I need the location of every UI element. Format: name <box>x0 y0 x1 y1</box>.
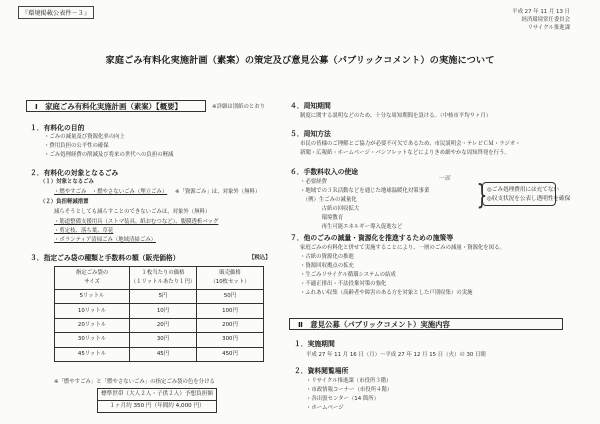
target-garbage-types: ・燃やすごみ ・燃やさないごみ（埋立ごみ） <box>54 189 168 195</box>
target-heading: ２．有料化の対象となるごみ <box>30 169 119 177</box>
purpose-heading: １．有料化の目的 <box>30 124 85 132</box>
notice-period-heading: ４．周知期間 <box>290 102 331 110</box>
revenue-use-line: 環境教育 <box>300 215 344 221</box>
notice-period-line: 制度に関する説明などのため、十分な周知期間を設ける。（中核市平均９ヶ月） <box>300 113 492 119</box>
revenue-use-heading: ６．手数料収入の使途 <box>290 168 358 176</box>
header-size: 指定ごみ袋の サイズ <box>55 267 130 290</box>
target-exclusion-note: ※「資源ごみ」は、対象外（無料） <box>174 189 261 195</box>
section1-heading: Ⅰ 家庭ごみ有料化実施計画（素案）【概要】 <box>26 100 206 112</box>
target-sub1: （１）対象となるごみ <box>40 179 94 185</box>
callout-line: ◎ごみ処理費用には充てない <box>487 187 560 193</box>
table-row: 10リットル 10円 100円 <box>55 304 264 318</box>
relief-item: ・ボランティア清掃ごみ（地域清掃ごみ） <box>54 237 156 243</box>
section1-note: ※詳細は別紙のとおり <box>212 104 266 110</box>
measures-line: ・不適正排出・不法投棄対策の強化 <box>300 281 387 287</box>
revenue-use-line: 再生可能エネルギー導入促進など <box>300 224 403 230</box>
revenue-use-line: ・地域での３Ｒ活動などを通じた地球温暖化対策事業 <box>300 188 430 194</box>
revenue-callout <box>482 182 571 206</box>
bag-price-heading: ３．指定ごみ袋の種類と手数料の額（販売価格） <box>30 254 180 262</box>
header-unit-price: １枚当たりの価格 （１リットルあたり１円） <box>130 267 197 290</box>
purpose-line: ・ごみ処理経費の削減及び将来の世代への負担の軽減 <box>44 152 174 158</box>
notice-method-line: 市民の皆様のご理解とご協力が必要不可欠であるため、市民説明会・テレビＣＭ・ラジオ・ <box>300 141 521 147</box>
page-title: 家庭ごみ有料化実施計画（素案）の策定及び意見公募（パブリックコメント）の実施について <box>105 55 495 66</box>
measures-intro: 家庭ごみの有料化と併せて実施することにより、一層のごみの減量・資源化を図る。 <box>300 245 505 251</box>
purpose-line: ・ごみの減量及び資源化率の向上 <box>44 134 125 140</box>
tax-note: 【税込】 <box>249 255 271 261</box>
target-sub2: （２）負担軽減措置 <box>40 199 89 205</box>
callout-line: ◎収支状況を公表し透明性を確保 <box>487 196 571 202</box>
brace-icon: } <box>476 178 488 211</box>
revenue-use-line: 古紙の回収拡大 <box>300 206 360 212</box>
measures-line: ・資源回収拠点の拡充 <box>300 263 354 269</box>
viewing-place-line: ・リサイクル推進課（市役所３階） <box>306 378 392 384</box>
standard-household-box <box>97 388 217 413</box>
viewing-place-line: ・ホームページ <box>306 405 344 411</box>
relief-intro: 減らそうとしても減らすことのできないごみは、対象外（無料） <box>54 209 211 215</box>
committee-line: 経済環境常任委員会 <box>521 17 570 23</box>
viewing-place-line: ・市政情報コーナー（市役所４階） <box>306 387 393 393</box>
purpose-line: ・費用負担の公平性の確保 <box>44 143 109 149</box>
table-row: 20リットル 20円 200円 <box>55 318 264 332</box>
measures-heading: ７．他のごみの減量・資源化を推進するための施策等 <box>290 234 454 242</box>
table-row: 5リットル 5円 50円 <box>55 290 264 304</box>
header-set-price: 販売価格 （10枚セット） <box>197 267 264 290</box>
period-heading: １．実施期間 <box>294 340 335 348</box>
standard-household-cost: １ヶ月約 350 円（年間約 4,000 円） <box>109 403 205 409</box>
bag-color-note: ※「燃やすごみ」と「燃やさないごみ」の指定ごみ袋の色を分ける <box>54 379 215 385</box>
viewing-place-line: ・各出張センター（14 箇所） <box>306 396 380 402</box>
date-block <box>512 8 570 32</box>
notice-method-line: 新聞・広報紙・ホームページ・パンフレットなどによりきめ細やかな周知啓発を行う。 <box>300 150 510 156</box>
relief-item: ・筋道整備支援用具（ストマ装具、紙おむつなど）、腹膜透析バッグ <box>54 219 219 225</box>
table-row: 30リットル 30円 300円 <box>55 333 264 347</box>
viewing-place-heading: ２．資料閲覧場所 <box>294 367 349 375</box>
section2-heading: Ⅱ 意見公募（パブリックコメント）実施内容 <box>289 318 563 330</box>
revenue-use-line: （例）生ごみの減量化 <box>300 197 357 203</box>
notice-method-heading: ５．周知方法 <box>290 130 331 138</box>
document-tag: 『環境掲載公表件－３』 <box>18 6 94 19</box>
measures-line: ・古紙の資源化の推進 <box>300 254 354 260</box>
department-line: リサイクル推進課 <box>527 25 570 31</box>
table-header-row <box>55 267 264 290</box>
table-row: 45リットル 45円 450円 <box>55 347 264 361</box>
measures-line: ・ふれあい収集（高齢者や障害のある方を対象とした戸別収集）の実施 <box>300 290 473 296</box>
date-line: 平成 27 年 11 月 13 日 <box>512 9 570 15</box>
bag-price-table <box>54 266 264 362</box>
revenue-use-line: ・必要経費 <box>300 179 327 185</box>
relief-item: ・剪定枝、落ち葉、草花 <box>54 228 114 234</box>
handwritten-note: 一部 <box>438 175 451 182</box>
period-line: 平成 27 年 11 月 16 日（月）～平成 27 年 12 月 15 日（火）の 30 日間 <box>306 352 486 358</box>
measures-line: ・生ごみリサイクル循環システムの結成 <box>300 272 396 278</box>
standard-household-label: 標準世帯（大人２人・子供２人）予想負担額 <box>98 389 216 401</box>
